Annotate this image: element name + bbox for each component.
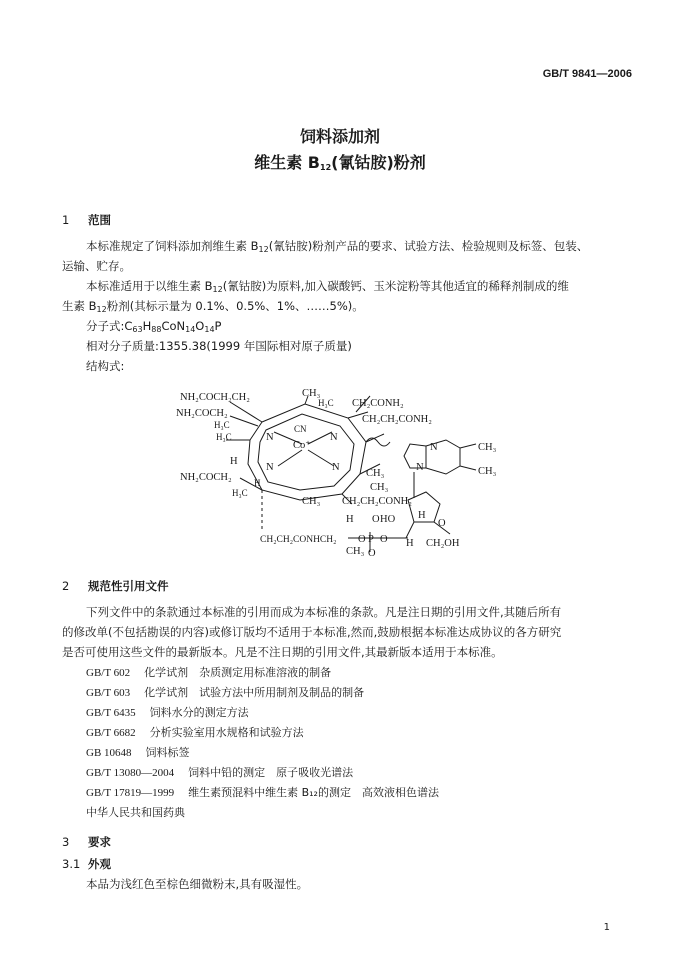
page-number: 1 <box>603 922 610 933</box>
label-ch2ch2conhch2: CH₂CH₂CONHCH₂ <box>260 535 337 545</box>
scope-para1-line2: 运输、贮存。 <box>62 259 131 273</box>
label-h-left: H <box>230 456 238 467</box>
label-h-bottom: H <box>254 478 261 488</box>
label-n1: N <box>266 432 274 443</box>
label-ch2ch2conh2-right: CH₂CH₂CONH₂ <box>362 414 432 425</box>
label-ch2oh: CH₂OH <box>426 538 460 549</box>
label-h3c-top: H₃C <box>318 398 334 408</box>
label-o-ribose: O <box>438 518 446 529</box>
label-ch3-chain: CH₃ <box>346 546 365 557</box>
label-o-p2: O <box>380 534 388 545</box>
label-o-chain: O <box>372 514 380 525</box>
structural-formula-diagram <box>170 382 510 562</box>
label-ch3-bottom: CH₃ <box>302 496 321 507</box>
molecular-mass: 相对分子质量:1355.38(1999 年国际相对原子质量) <box>86 339 352 353</box>
reference-item: GB/T 602 化学试剂 杂质测定用标准溶液的制备 <box>86 666 332 679</box>
label-n-benz2: N <box>416 462 424 473</box>
label-ch3-benz1: CH₃ <box>478 442 497 453</box>
reference-item: GB/T 17819—1999 维生素预混料中维生素 B₁₂的测定 高效液相色谱法 <box>86 786 439 799</box>
molecular-formula: 分子式$:C_{63}H_{88}CoN_{14}O_{14}P$ <box>86 319 222 334</box>
label-ho: HO <box>380 514 396 525</box>
appearance-text: 本品为浅红色至棕色细微粉末,具有吸湿性。 <box>86 877 309 891</box>
label-ch2conh2: CH₂CONH₂ <box>352 398 404 409</box>
scope-para2-line1: 本标准适用于以维生素 $B_{12}$(氰钴胺)为原料,加入碳酸钙、玉米淀粉等其他适宜的稀释剂制成的维 <box>86 279 569 294</box>
section-1-heading: 1 范围 <box>62 213 111 227</box>
label-nh2coch2-bottom: NH₂COCH₂ <box>180 472 232 483</box>
label-n-benz1: N <box>430 442 438 453</box>
label-h-ribose: H <box>418 510 426 521</box>
label-nh2coch2-top: NH₂COCH₂ <box>176 408 228 419</box>
section-2-heading: 2 规范性引用文件 <box>62 579 169 593</box>
section-3-1-heading: 3.1 外观 <box>62 857 111 871</box>
label-n2: N <box>330 432 338 443</box>
label-ch3-right1: CH₃ <box>366 468 385 479</box>
label-p: P <box>368 534 374 545</box>
label-ch2ch2conh2-bottom: CH₂CH₂CONH₂ <box>342 496 412 507</box>
scope-para1-line1: 本标准规定了饲料添加剂维生素 $B_{12}$(氰钴胺)粉剂产品的要求、试验方法、检验规则及标签、包装、 <box>86 239 589 254</box>
standard-code: GB/T 9841—2006 <box>542 68 632 80</box>
reference-item: GB/T 6682 分析实验室用水规格和试验方法 <box>86 726 304 739</box>
label-o-bottom: O <box>368 548 376 559</box>
label-cn: CN <box>294 424 307 434</box>
normative-intro-line1: 下列文件中的条款通过本标准的引用而成为本标准的条款。凡是注日期的引用文件,其随后所有 <box>86 605 562 619</box>
doc-title-line1: 饲料添加剂 <box>299 127 380 146</box>
label-o-p1: O <box>358 534 366 545</box>
label-h-sugar: H <box>406 538 414 549</box>
structure-label: 结构式: <box>86 359 125 373</box>
label-nh2coch2ch2: NH₂COCH₂CH₂ <box>180 392 250 403</box>
label-ch3-benz2: CH₃ <box>478 466 497 477</box>
doc-title-line2: 维生素 $B_{12}$(氰钴胺)粉剂 <box>254 153 426 172</box>
label-n4: N <box>332 462 340 473</box>
reference-item: GB/T 603 化学试剂 试验方法中所用制剂及制品的制备 <box>86 686 365 699</box>
label-ch3-right2: CH₃ <box>370 482 389 493</box>
label-h-chain: H <box>346 514 354 525</box>
reference-pharmacopoeia: 中华人民共和国药典 <box>86 806 185 819</box>
label-h3c-bottom: H₃C <box>232 488 248 498</box>
label-h3c-left1: H₃C <box>214 420 230 430</box>
reference-item: GB/T 13080—2004 饲料中铅的测定 原子吸收光谱法 <box>86 766 354 779</box>
scope-para2-line2: 生素 $B_{12}$粉剂(其标示量为 0.1%、0.5%、1%、……5%)。 <box>62 299 364 314</box>
label-h3c-left2: H₃C <box>216 432 232 442</box>
label-n3: N <box>266 462 274 473</box>
reference-item: GB 10648 饲料标签 <box>86 746 190 759</box>
normative-intro-line2: 的修改单(不包括勘误的内容)或修订版均不适用于本标准,然而,鼓励根据本标准达成协议的各方研究 <box>62 625 562 639</box>
section-3-heading: 3 要求 <box>62 835 111 849</box>
reference-item: GB/T 6435 饲料水分的测定方法 <box>86 706 249 719</box>
normative-intro-line3: 是否可使用这些文件的最新版本。凡是不注日期的引用文件,其最新版本适用于本标准。 <box>62 645 503 659</box>
label-cobalt: Co⁺ <box>293 440 311 451</box>
label-ch3-top: CH₃ <box>302 388 321 399</box>
